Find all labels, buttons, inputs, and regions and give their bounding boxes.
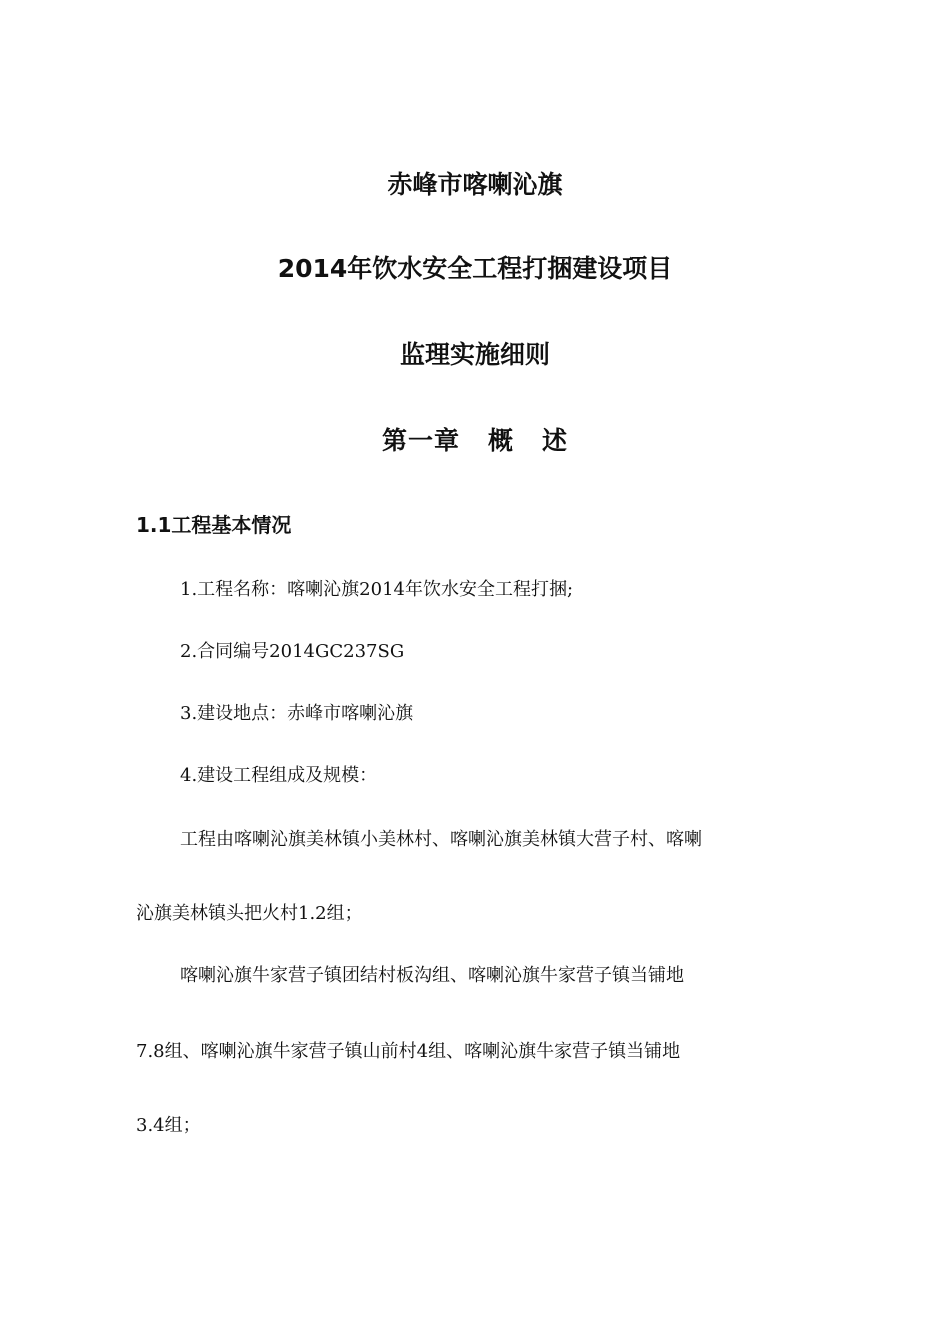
chapter-title-char-2: 述 [542, 426, 569, 455]
paragraph-line: 3.4组； [136, 1115, 201, 1136]
paragraph-line: 喀喇沁旗牛家营子镇团结村板沟组、喀喇沁旗牛家营子镇当铺地 [180, 965, 684, 986]
list-item-project-name: 1.工程名称：喀喇沁旗2014年饮水安全工程打捆; [180, 579, 574, 600]
list-item-location: 3.建设地点：赤峰市喀喇沁旗 [180, 703, 414, 724]
chapter-number: 第一章 [381, 426, 460, 455]
list-item-composition: 4.建设工程组成及规模： [180, 765, 378, 786]
paragraph-line: 7.8组、喀喇沁旗牛家营子镇山前村4组、喀喇沁旗牛家营子镇当铺地 [136, 1041, 681, 1062]
title-county: 赤峰市喀喇沁旗 [387, 170, 563, 199]
chapter-heading [0, 424, 950, 458]
chapter-title-char-1: 概 [487, 426, 514, 455]
list-item-contract-number: 2.合同编号2014GC237SG [180, 641, 405, 662]
paragraph-line: 工程由喀喇沁旗美林镇小美林村、喀喇沁旗美林镇大营子村、喀喇 [180, 829, 702, 850]
section-heading: 1.1工程基本情况 [136, 513, 292, 537]
paragraph-line: 沁旗美林镇头把火村1.2组； [136, 903, 363, 924]
title-document-type: 监理实施细则 [399, 340, 550, 369]
title-project: 2014年饮水安全工程打捆建设项目 [277, 254, 673, 283]
